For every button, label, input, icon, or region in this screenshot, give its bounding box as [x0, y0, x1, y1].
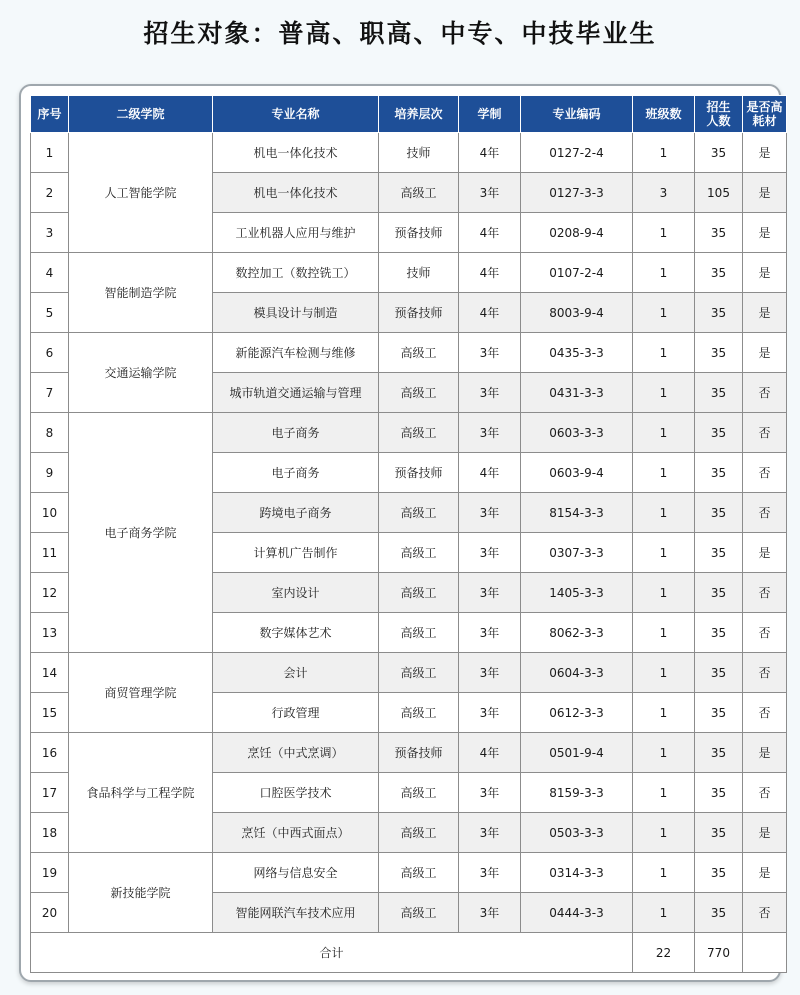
- header-idx: 序号: [31, 96, 69, 133]
- code-cell: 0314-3-3: [521, 853, 633, 893]
- classes-cell: 1: [633, 493, 695, 533]
- major-cell: 口腔医学技术: [213, 773, 379, 813]
- header-classes: 班级数: [633, 96, 695, 133]
- page-title: 招生对象：普高、职高、中专、中技毕业生: [143, 19, 657, 48]
- header-enroll-line2: 人数: [706, 114, 731, 128]
- classes-cell: 1: [633, 733, 695, 773]
- years-cell: 3年: [459, 533, 521, 573]
- cost-cell: 是: [743, 173, 787, 213]
- years-cell: 4年: [459, 453, 521, 493]
- table-row: [31, 133, 787, 173]
- cost-cell: 是: [743, 333, 787, 373]
- enroll-cell: 105: [695, 173, 743, 213]
- major-cell: 会计: [213, 653, 379, 693]
- header-cost: [743, 96, 787, 133]
- years-cell: 4年: [459, 733, 521, 773]
- level-cell: 预备技师: [379, 213, 459, 253]
- cost-cell: 否: [743, 453, 787, 493]
- enroll-cell: 35: [695, 653, 743, 693]
- cost-cell: 是: [743, 853, 787, 893]
- table-row: [31, 653, 787, 693]
- major-cell: 网络与信息安全: [213, 853, 379, 893]
- college-cell: 交通运输学院: [69, 333, 213, 413]
- classes-cell: 1: [633, 773, 695, 813]
- major-cell: 数控加工（数控铣工）: [213, 253, 379, 293]
- years-cell: 3年: [459, 773, 521, 813]
- years-cell: 4年: [459, 293, 521, 333]
- enroll-cell: 35: [695, 253, 743, 293]
- years-cell: 4年: [459, 213, 521, 253]
- code-cell: 8154-3-3: [521, 493, 633, 533]
- enroll-cell: 35: [695, 853, 743, 893]
- level-cell: 预备技师: [379, 733, 459, 773]
- major-cell: 智能网联汽车技术应用: [213, 893, 379, 933]
- level-cell: 预备技师: [379, 453, 459, 493]
- level-cell: 高级工: [379, 853, 459, 893]
- level-cell: 高级工: [379, 533, 459, 573]
- code-cell: 0435-3-3: [521, 333, 633, 373]
- classes-cell: 1: [633, 413, 695, 453]
- major-cell: 电子商务: [213, 413, 379, 453]
- header-level: 培养层次: [379, 96, 459, 133]
- table-row: [31, 853, 787, 893]
- major-cell: 行政管理: [213, 693, 379, 733]
- years-cell: 4年: [459, 253, 521, 293]
- level-cell: 高级工: [379, 773, 459, 813]
- classes-cell: 1: [633, 213, 695, 253]
- row-index: 5: [31, 293, 69, 333]
- classes-cell: 3: [633, 173, 695, 213]
- years-cell: 3年: [459, 613, 521, 653]
- code-cell: 0208-9-4: [521, 213, 633, 253]
- enroll-cell: 35: [695, 813, 743, 853]
- enroll-cell: 35: [695, 733, 743, 773]
- code-cell: 0503-3-3: [521, 813, 633, 853]
- cost-cell: 是: [743, 813, 787, 853]
- level-cell: 高级工: [379, 493, 459, 533]
- level-cell: 高级工: [379, 693, 459, 733]
- major-cell: 跨境电子商务: [213, 493, 379, 533]
- row-index: 8: [31, 413, 69, 453]
- row-index: 10: [31, 493, 69, 533]
- row-index: 7: [31, 373, 69, 413]
- header-row: [31, 96, 787, 133]
- years-cell: 3年: [459, 853, 521, 893]
- row-index: 17: [31, 773, 69, 813]
- classes-cell: 1: [633, 253, 695, 293]
- classes-cell: 1: [633, 533, 695, 573]
- major-cell: 机电一体化技术: [213, 133, 379, 173]
- cost-cell: 否: [743, 413, 787, 453]
- code-cell: 0603-3-3: [521, 413, 633, 453]
- header-cost-line1: 是否高: [746, 100, 783, 114]
- row-index: 9: [31, 453, 69, 493]
- college-cell: 商贸管理学院: [69, 653, 213, 733]
- row-index: 4: [31, 253, 69, 293]
- level-cell: 高级工: [379, 413, 459, 453]
- header-major: 专业名称: [213, 96, 379, 133]
- major-cell: 数字媒体艺术: [213, 613, 379, 653]
- header-enroll: [695, 96, 743, 133]
- code-cell: 0444-3-3: [521, 893, 633, 933]
- cost-cell: 否: [743, 493, 787, 533]
- header-college: 二级学院: [69, 96, 213, 133]
- enroll-cell: 35: [695, 413, 743, 453]
- level-cell: 高级工: [379, 173, 459, 213]
- major-cell: 机电一体化技术: [213, 173, 379, 213]
- row-index: 20: [31, 893, 69, 933]
- total-classes: 22: [633, 933, 695, 973]
- years-cell: 3年: [459, 173, 521, 213]
- years-cell: 4年: [459, 133, 521, 173]
- enroll-cell: 35: [695, 573, 743, 613]
- cost-cell: 是: [743, 533, 787, 573]
- table-row: [31, 253, 787, 293]
- level-cell: 高级工: [379, 373, 459, 413]
- code-cell: 8159-3-3: [521, 773, 633, 813]
- level-cell: 高级工: [379, 573, 459, 613]
- table-row: [31, 333, 787, 373]
- major-cell: 工业机器人应用与维护: [213, 213, 379, 253]
- major-cell: 室内设计: [213, 573, 379, 613]
- code-cell: 0127-2-4: [521, 133, 633, 173]
- level-cell: 高级工: [379, 813, 459, 853]
- row-index: 11: [31, 533, 69, 573]
- years-cell: 3年: [459, 813, 521, 853]
- cost-cell: 否: [743, 573, 787, 613]
- code-cell: 8003-9-4: [521, 293, 633, 333]
- enroll-cell: 35: [695, 613, 743, 653]
- cost-cell: 否: [743, 653, 787, 693]
- cost-cell: 否: [743, 373, 787, 413]
- cost-cell: 是: [743, 293, 787, 333]
- years-cell: 3年: [459, 693, 521, 733]
- enroll-cell: 35: [695, 133, 743, 173]
- row-index: 18: [31, 813, 69, 853]
- classes-cell: 1: [633, 893, 695, 933]
- level-cell: 高级工: [379, 653, 459, 693]
- row-index: 2: [31, 173, 69, 213]
- row-index: 14: [31, 653, 69, 693]
- row-index: 1: [31, 133, 69, 173]
- code-cell: 0431-3-3: [521, 373, 633, 413]
- classes-cell: 1: [633, 813, 695, 853]
- enrollment-table: [30, 95, 787, 973]
- row-index: 12: [31, 573, 69, 613]
- total-cost-empty: [743, 933, 787, 973]
- enroll-cell: 35: [695, 693, 743, 733]
- enroll-cell: 35: [695, 893, 743, 933]
- major-cell: 烹饪（中式烹调）: [213, 733, 379, 773]
- years-cell: 3年: [459, 333, 521, 373]
- cost-cell: 是: [743, 213, 787, 253]
- major-cell: 烹饪（中西式面点）: [213, 813, 379, 853]
- total-enroll: 770: [695, 933, 743, 973]
- enroll-cell: 35: [695, 773, 743, 813]
- enroll-cell: 35: [695, 293, 743, 333]
- classes-cell: 1: [633, 693, 695, 733]
- cost-cell: 是: [743, 133, 787, 173]
- classes-cell: 1: [633, 293, 695, 333]
- row-index: 13: [31, 613, 69, 653]
- major-cell: 新能源汽车检测与维修: [213, 333, 379, 373]
- years-cell: 3年: [459, 493, 521, 533]
- years-cell: 3年: [459, 653, 521, 693]
- cost-cell: 否: [743, 613, 787, 653]
- college-cell: 智能制造学院: [69, 253, 213, 333]
- code-cell: 0127-3-3: [521, 173, 633, 213]
- enroll-cell: 35: [695, 373, 743, 413]
- major-cell: 计算机广告制作: [213, 533, 379, 573]
- major-cell: 电子商务: [213, 453, 379, 493]
- level-cell: 技师: [379, 253, 459, 293]
- college-cell: 人工智能学院: [69, 133, 213, 253]
- table-row: [31, 733, 787, 773]
- total-label: 合计: [31, 933, 633, 973]
- cost-cell: 否: [743, 893, 787, 933]
- row-index: 15: [31, 693, 69, 733]
- years-cell: 3年: [459, 373, 521, 413]
- level-cell: 预备技师: [379, 293, 459, 333]
- level-cell: 高级工: [379, 333, 459, 373]
- row-index: 3: [31, 213, 69, 253]
- header-cost-line2: 耗材: [752, 114, 777, 128]
- level-cell: 高级工: [379, 613, 459, 653]
- code-cell: 0604-3-3: [521, 653, 633, 693]
- years-cell: 3年: [459, 413, 521, 453]
- code-cell: 0307-3-3: [521, 533, 633, 573]
- enroll-cell: 35: [695, 533, 743, 573]
- code-cell: 0603-9-4: [521, 453, 633, 493]
- code-cell: 0107-2-4: [521, 253, 633, 293]
- years-cell: 3年: [459, 573, 521, 613]
- classes-cell: 1: [633, 333, 695, 373]
- classes-cell: 1: [633, 133, 695, 173]
- classes-cell: 1: [633, 453, 695, 493]
- row-index: 16: [31, 733, 69, 773]
- cost-cell: 否: [743, 773, 787, 813]
- college-cell: 新技能学院: [69, 853, 213, 933]
- classes-cell: 1: [633, 853, 695, 893]
- header-code: 专业编码: [521, 96, 633, 133]
- classes-cell: 1: [633, 573, 695, 613]
- classes-cell: 1: [633, 653, 695, 693]
- classes-cell: 1: [633, 613, 695, 653]
- header-years: 学制: [459, 96, 521, 133]
- code-cell: 8062-3-3: [521, 613, 633, 653]
- code-cell: 0501-9-4: [521, 733, 633, 773]
- cost-cell: 否: [743, 693, 787, 733]
- classes-cell: 1: [633, 373, 695, 413]
- years-cell: 3年: [459, 893, 521, 933]
- cost-cell: 是: [743, 733, 787, 773]
- level-cell: 技师: [379, 133, 459, 173]
- code-cell: 1405-3-3: [521, 573, 633, 613]
- table-row: [31, 413, 787, 453]
- row-index: 19: [31, 853, 69, 893]
- enroll-cell: 35: [695, 333, 743, 373]
- college-cell: 电子商务学院: [69, 413, 213, 653]
- major-cell: 模具设计与制造: [213, 293, 379, 333]
- row-index: 6: [31, 333, 69, 373]
- enroll-cell: 35: [695, 213, 743, 253]
- college-cell: 食品科学与工程学院: [69, 733, 213, 853]
- level-cell: 高级工: [379, 893, 459, 933]
- code-cell: 0612-3-3: [521, 693, 633, 733]
- header-enroll-line1: 招生: [706, 100, 731, 114]
- enroll-cell: 35: [695, 453, 743, 493]
- major-cell: 城市轨道交通运输与管理: [213, 373, 379, 413]
- enroll-cell: 35: [695, 493, 743, 533]
- cost-cell: 是: [743, 253, 787, 293]
- total-row: [31, 933, 787, 973]
